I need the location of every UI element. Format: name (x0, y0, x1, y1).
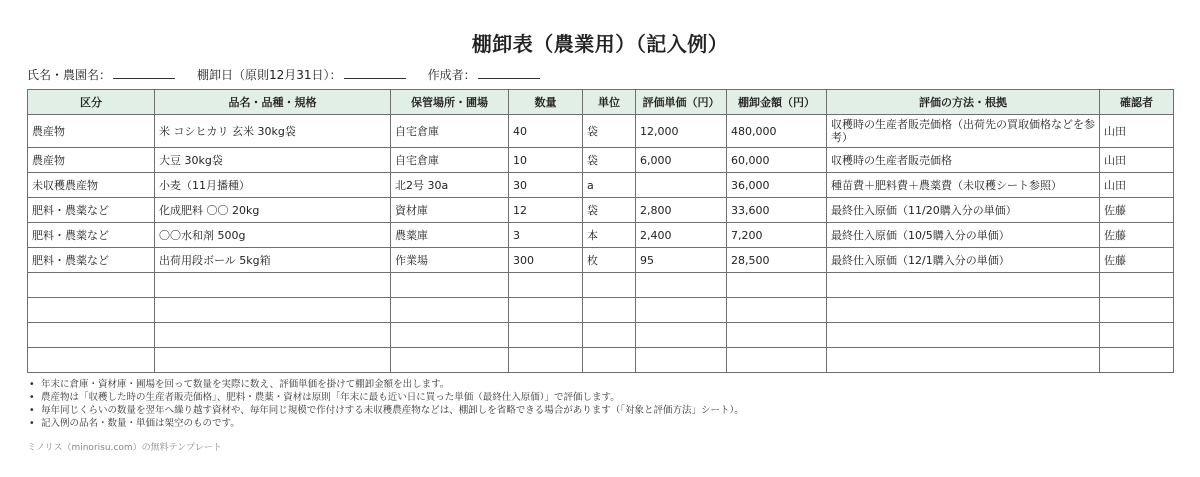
table-cell[interactable] (391, 348, 509, 373)
table-cell[interactable]: 収穫時の生産者販売価格（出荷先の買取価格などを参考） (827, 115, 1100, 148)
table-cell[interactable]: 自宅倉庫 (391, 148, 509, 173)
table-cell[interactable]: 農薬庫 (391, 223, 509, 248)
table-cell[interactable] (636, 298, 727, 323)
table-cell[interactable]: 山田 (1100, 148, 1174, 173)
table-cell[interactable]: 未収穫農産物 (28, 173, 155, 198)
table-cell[interactable]: 最終仕入原価（12/1購入分の単価） (827, 248, 1100, 273)
note-item: • 毎年同じくらいの数量を翌年へ繰り越す資材や、毎年同じ規模で作付けする未収穫農産物などは、棚卸しを省略できる場合があります（「対象と評価方法」シート）。 (27, 404, 744, 417)
table-header-row (28, 90, 1174, 115)
table-cell[interactable] (155, 298, 391, 323)
table-cell[interactable]: 28,500 (727, 248, 827, 273)
table-cell[interactable] (636, 273, 727, 298)
table-cell[interactable] (28, 273, 155, 298)
table-cell[interactable] (1100, 348, 1174, 373)
table-cell[interactable]: 3 (509, 223, 583, 248)
table-cell[interactable]: 化成肥料 〇〇 20kg (155, 198, 391, 223)
table-cell[interactable] (727, 273, 827, 298)
table-cell[interactable]: 山田 (1100, 173, 1174, 198)
table-cell[interactable]: 2,800 (636, 198, 727, 223)
table-cell[interactable]: 肥料・農薬など (28, 223, 155, 248)
table-cell[interactable]: 300 (509, 248, 583, 273)
table-cell[interactable]: 36,000 (727, 173, 827, 198)
table-cell[interactable]: 95 (636, 248, 727, 273)
note-item: • 年末に倉庫・資材庫・圃場を回って数量を実際に数え、評価単価を掛けて棚卸金額を出します。 (27, 378, 744, 391)
table-cell[interactable] (155, 273, 391, 298)
table-cell[interactable]: 大豆 30kg袋 (155, 148, 391, 173)
table-cell[interactable]: 佐藤 (1100, 248, 1174, 273)
table-cell[interactable]: 袋 (583, 115, 636, 148)
table-cell[interactable] (583, 273, 636, 298)
table-cell[interactable]: a (583, 173, 636, 198)
column-header: 評価単価（円） (636, 90, 727, 115)
page-title: 棚卸表（農業用）（記入例） (471, 32, 729, 56)
table-cell[interactable]: 40 (509, 115, 583, 148)
table-cell[interactable]: 枚 (583, 248, 636, 273)
table-cell[interactable]: 収穫時の生産者販売価格 (827, 148, 1100, 173)
table-row-empty (28, 273, 1174, 298)
table-cell[interactable]: 佐藤 (1100, 198, 1174, 223)
table-cell[interactable] (827, 273, 1100, 298)
table-cell[interactable] (1100, 323, 1174, 348)
table-cell[interactable]: 袋 (583, 198, 636, 223)
table-cell[interactable] (583, 323, 636, 348)
meta-field-date (197, 66, 406, 83)
table-cell[interactable]: 60,000 (727, 148, 827, 173)
meta-label-name: 氏名・農園名： (27, 68, 112, 82)
table-cell[interactable]: 肥料・農薬など (28, 248, 155, 273)
table-cell[interactable]: 北2号 30a (391, 173, 509, 198)
footer-credit: ミノリス（minorisu.com）の無料テンプレート (27, 443, 222, 453)
table-row (28, 148, 1174, 173)
table-cell[interactable]: 佐藤 (1100, 223, 1174, 248)
table-row-empty (28, 323, 1174, 348)
table-cell[interactable]: 30 (509, 173, 583, 198)
meta-blank-date[interactable] (344, 66, 406, 79)
table-cell[interactable] (509, 323, 583, 348)
column-header: 確認者 (1100, 90, 1174, 115)
table-row-empty (28, 348, 1174, 373)
note-item: • 農産物は「収穫した時の生産者販売価格」、肥料・農薬・資材は原則「年末に最も近い日に買った単価（最終仕入原価）」で評価します。 (27, 391, 744, 404)
table-cell[interactable] (827, 348, 1100, 373)
table-cell[interactable]: 10 (509, 148, 583, 173)
table-row (28, 223, 1174, 248)
table-cell[interactable]: 肥料・農薬など (28, 198, 155, 223)
meta-field-author (428, 66, 540, 83)
table-cell[interactable]: 本 (583, 223, 636, 248)
table-cell[interactable] (1100, 273, 1174, 298)
table-cell[interactable] (727, 298, 827, 323)
table-cell[interactable]: 最終仕入原価（11/20購入分の単価） (827, 198, 1100, 223)
table-cell[interactable] (155, 323, 391, 348)
table-row (28, 115, 1174, 148)
table-cell[interactable] (727, 323, 827, 348)
table-cell[interactable] (1100, 298, 1174, 323)
table-cell[interactable] (636, 173, 727, 198)
table-cell[interactable]: 最終仕入原価（10/5購入分の単価） (827, 223, 1100, 248)
column-header: 評価の方法・根拠 (827, 90, 1100, 115)
table-cell[interactable] (391, 298, 509, 323)
table-cell[interactable]: 〇〇水和剤 500g (155, 223, 391, 248)
table-cell[interactable] (28, 298, 155, 323)
meta-blank-author[interactable] (478, 66, 540, 79)
table-cell[interactable] (509, 348, 583, 373)
meta-label-author: 作成者： (427, 68, 476, 82)
column-header: 区分 (28, 90, 155, 115)
table-cell[interactable]: 12 (509, 198, 583, 223)
notes-list (27, 378, 744, 430)
column-header: 品名・品種・規格 (155, 90, 391, 115)
table-cell[interactable] (391, 323, 509, 348)
table-cell[interactable]: 自宅倉庫 (391, 115, 509, 148)
column-header: 保管場所・圃場 (391, 90, 509, 115)
meta-label-date: 棚卸日（原則12月31日）： (197, 68, 342, 82)
meta-blank-name[interactable] (113, 66, 175, 79)
meta-fields (27, 66, 562, 83)
table-cell[interactable] (727, 348, 827, 373)
table-cell[interactable]: 袋 (583, 148, 636, 173)
table-row (28, 248, 1174, 273)
table-cell[interactable] (391, 273, 509, 298)
table-row (28, 198, 1174, 223)
table-cell[interactable]: 農産物 (28, 115, 155, 148)
table-cell[interactable]: 資材庫 (391, 198, 509, 223)
table-cell[interactable] (28, 348, 155, 373)
table-cell[interactable] (583, 348, 636, 373)
table-cell[interactable]: 作業場 (391, 248, 509, 273)
table-cell[interactable]: 米 コシヒカリ 玄米 30kg袋 (155, 115, 391, 148)
meta-field-name (27, 66, 175, 83)
table-cell[interactable]: 農産物 (28, 148, 155, 173)
table-cell[interactable] (583, 298, 636, 323)
table-cell[interactable]: 種苗費＋肥料費＋農薬費（未収穫シート参照） (827, 173, 1100, 198)
table-cell[interactable] (636, 348, 727, 373)
table-cell[interactable]: 出荷用段ボール 5kg箱 (155, 248, 391, 273)
table-cell[interactable]: 山田 (1100, 115, 1174, 148)
column-header: 数量 (509, 90, 583, 115)
table-cell[interactable] (509, 273, 583, 298)
table-cell[interactable]: 480,000 (727, 115, 827, 148)
table-cell[interactable]: 33,600 (727, 198, 827, 223)
table-cell[interactable]: 6,000 (636, 148, 727, 173)
table-cell[interactable]: 7,200 (727, 223, 827, 248)
table-cell[interactable] (827, 298, 1100, 323)
table-cell[interactable] (636, 323, 727, 348)
table-cell[interactable] (509, 298, 583, 323)
column-header: 棚卸金額（円） (727, 90, 827, 115)
table-row (28, 173, 1174, 198)
table-cell[interactable]: 2,400 (636, 223, 727, 248)
table-cell[interactable]: 12,000 (636, 115, 727, 148)
table-cell[interactable] (827, 323, 1100, 348)
table-cell[interactable] (155, 348, 391, 373)
column-header: 単位 (583, 90, 636, 115)
note-item: • 記入例の品名・数量・単価は架空のものです。 (27, 417, 744, 430)
table-row-empty (28, 298, 1174, 323)
inventory-table (27, 89, 1174, 373)
table-cell[interactable] (28, 323, 155, 348)
table-cell[interactable]: 小麦（11月播種） (155, 173, 391, 198)
